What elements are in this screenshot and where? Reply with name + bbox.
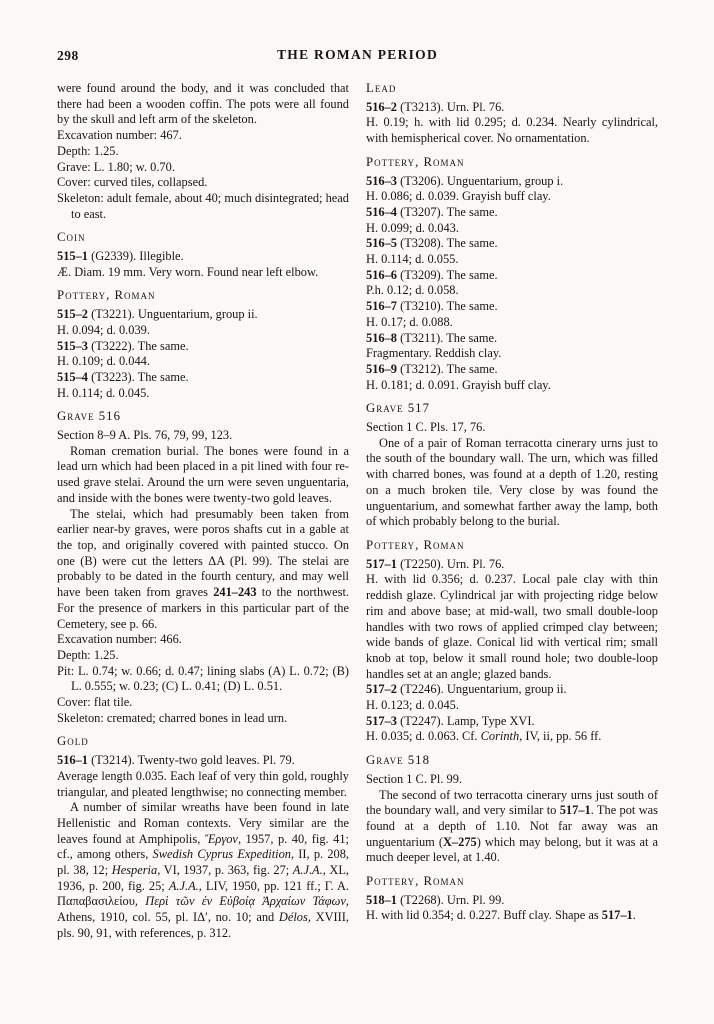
left-column <box>57 81 349 942</box>
text-block <box>57 81 349 128</box>
citation-title: Corinth <box>480 729 520 744</box>
text-run: (T2247). Lamp, Type XVI. <box>396 713 535 728</box>
catalog-number: 516–2 <box>366 99 397 114</box>
text-run: , Athens, 1910, col. 55, pl. ΙΔ′, no. 10; and <box>57 894 349 925</box>
text-block <box>57 354 349 370</box>
section-heading <box>366 81 658 97</box>
text-run: Section 8–9 A. Pls. 76, 79, 99, 123. <box>57 428 233 443</box>
section-heading <box>366 401 658 417</box>
text-block <box>366 299 658 315</box>
text-run: Grave 516 <box>57 409 121 424</box>
text-run: Pottery, Roman <box>366 537 465 552</box>
text-run: Æ. Diam. 19 mm. Very worn. Found near left elbow. <box>57 264 319 279</box>
text-run: Skeleton: cremated; charred bones in lead urn. <box>57 710 288 725</box>
text-run: One of a pair of Roman terracotta cinerary urns just to the south of the boundary wall. The urn, which was filled with charred bones, was found at a depth of 1.20, resting on a much broken tile. Very close by was found the unguentarium, and somewhat farther away the lamp, both of which probably belong to the burial. <box>366 435 658 529</box>
text-run: Roman cremation burial. The bones were found in a lead urn which had been placed in a pit lined with four re-used grave stelai. Around the urn were seven unguentaria, and inside with the bones were twenty-two gold leaves. <box>57 443 349 505</box>
text-block <box>57 175 349 191</box>
text-block <box>366 252 658 268</box>
text-run: , XL, 1936, p. 200, fig. 25; <box>57 863 349 893</box>
text-run: Pottery, Roman <box>366 154 465 169</box>
text-block <box>57 323 349 339</box>
text-run: The second of two terracotta cinerary urns just south of the boundary wall, and very similar to <box>366 787 658 818</box>
text-block <box>57 307 349 323</box>
text-run: H. 0.109; d. 0.044. <box>57 354 150 369</box>
text-run: Pottery, Roman <box>366 874 465 889</box>
text-block <box>366 174 658 190</box>
text-block <box>57 128 349 144</box>
text-run: . <box>632 908 636 923</box>
catalog-number: 516–5 <box>366 236 397 251</box>
text-block <box>57 265 349 281</box>
text-block <box>57 648 349 664</box>
text-block <box>366 100 658 116</box>
text-run: Grave 517 <box>366 401 430 416</box>
text-block <box>57 339 349 355</box>
text-run: Grave: L. 1.80; w. 0.70. <box>57 159 175 174</box>
text-run: Excavation number: 466. <box>57 632 182 647</box>
catalog-number: 517–1 <box>559 803 591 818</box>
text-block <box>366 682 658 698</box>
text-block <box>366 268 658 284</box>
catalog-number: 515–1 <box>57 249 88 264</box>
text-block <box>366 729 658 745</box>
text-run: (T2246). Unguentarium, group ii. <box>396 682 567 697</box>
text-run: (T3222). The same. <box>87 338 189 353</box>
text-block <box>366 189 658 205</box>
text-run: (T3208). The same. <box>396 236 498 251</box>
text-run: Section 1 C. Pl. 99. <box>366 771 463 786</box>
text-run: (T3221). Unguentarium, group ii. <box>87 307 258 322</box>
text-block <box>366 714 658 730</box>
text-block <box>366 315 658 331</box>
text-block <box>57 711 349 727</box>
text-block <box>57 160 349 176</box>
section-heading <box>366 753 658 769</box>
text-run: H. 0.086; d. 0.039. Grayish buff clay. <box>366 189 551 204</box>
section-heading <box>366 538 658 554</box>
text-run: (T2250). Urn. Pl. 76. <box>396 556 505 571</box>
text-block <box>366 221 658 237</box>
text-block <box>366 331 658 347</box>
text-run: (T3211). The same. <box>396 330 498 345</box>
text-run: Excavation number: 467. <box>57 128 182 143</box>
text-run: (G2339). Illegible. <box>87 249 184 264</box>
text-block <box>57 664 349 695</box>
text-run: P.h. 0.12; d. 0.058. <box>366 283 459 298</box>
citation-title: Swedish Cyprus Expedition <box>152 847 291 862</box>
text-run: H. 0.19; h. with lid 0.295; d. 0.234. Nearly cylindrical, with hemispherical cover. No ornamentation. <box>366 115 658 146</box>
text-block <box>366 772 658 788</box>
text-run: H. with lid 0.354; d. 0.227. Buff clay. Shape as <box>366 908 602 923</box>
text-run: Grave 518 <box>366 753 430 768</box>
text-block <box>366 283 658 299</box>
text-run: Pit: L. 0.74; w. 0.66; d. 0.47; lining slabs (A) L. 0.72; (B) L. 0.555; w. 0.23; (C) L. 0.41; (D) L. 0.51. <box>57 663 349 694</box>
text-run: The stelai, which had presumably been taken from earlier near-by graves, were poros shafts cut in a gable at the top, and originally covered with painted stucco. On one (B) were cut the letters ΔΑ (Pl. 99). The stelai are probably to be dated in the fourth century, and may well have been taken from graves <box>57 506 349 600</box>
text-block <box>366 788 658 867</box>
catalog-number: X–275 <box>442 834 477 849</box>
catalog-number: 516–3 <box>366 173 397 188</box>
text-block <box>57 632 349 648</box>
text-run: were found around the body, and it was concluded that there had been a wooden coffin. The pots were all found by the skull and left arm of the skeleton. <box>57 81 349 127</box>
text-run: to the northwest. For the presence of markers in this particular part of the Cemetery, see p. 66. <box>57 585 349 631</box>
text-run: (T3213). Urn. Pl. 76. <box>396 99 505 114</box>
running-title: THE ROMAN PERIOD <box>276 47 439 62</box>
text-block <box>366 236 658 252</box>
text-block <box>57 428 349 444</box>
text-block <box>57 144 349 160</box>
text-block <box>57 370 349 386</box>
section-heading <box>366 874 658 890</box>
catalog-number: 517–1 <box>601 908 633 923</box>
text-run: (T3206). Unguentarium, group i. <box>396 173 564 188</box>
text-run: , 1957, p. 40, fig. 41; cf., among others, <box>57 831 349 862</box>
text-block <box>366 893 658 909</box>
text-run: H. 0.035; d. 0.063. Cf. <box>366 729 481 744</box>
citation-title: Ἔργον <box>204 831 238 846</box>
text-run: (T3223). The same. <box>87 369 189 384</box>
text-run: H. with lid 0.356; d. 0.237. Local pale clay with thin reddish glaze. Cylindrical jar with projecting ridge below rim and above base; at mid-wall, two small double-loop handles with two rows of applied crimped clay between; wide bands of glaze. Conical lid with vertical rim; small knob at top, below it small round hole; two double-loop handles set at an angle; glazed bands. <box>366 572 658 681</box>
text-block <box>366 378 658 394</box>
section-heading <box>57 288 349 304</box>
catalog-number: 515–2 <box>57 307 88 322</box>
section-heading <box>57 230 349 246</box>
text-run: (T3207). The same. <box>396 204 498 219</box>
text-run: H. 0.094; d. 0.039. <box>57 322 150 337</box>
text-block <box>366 572 658 682</box>
text-run: H. 0.114; d. 0.055. <box>366 252 459 267</box>
text-run: Skeleton: adult female, about 40; much disintegrated; head to east. <box>57 190 349 221</box>
text-block <box>57 444 349 507</box>
text-run: H. 0.114; d. 0.045. <box>57 385 150 400</box>
text-run: Depth: 1.25. <box>57 647 119 662</box>
citation-title: A.J.A. <box>292 863 323 878</box>
text-block <box>366 557 658 573</box>
text-block <box>57 191 349 222</box>
text-run: H. 0.099; d. 0.043. <box>366 220 459 235</box>
text-run: A number of similar wreaths have been found in late Hellenistic and Roman contexts. Very similar are the leaves found at Amphipolis, <box>57 800 349 846</box>
text-run: Cover: curved tiles, collapsed. <box>57 175 208 190</box>
catalog-number: 515–3 <box>57 338 88 353</box>
citation-title: Hesperia <box>111 863 158 878</box>
right-column <box>366 81 658 924</box>
catalog-number: 516–8 <box>366 330 397 345</box>
catalog-number: 515–4 <box>57 369 88 384</box>
text-block <box>366 698 658 714</box>
text-run: Pottery, Roman <box>57 288 156 303</box>
text-run: , VI, 1937, p. 363, fig. 27; <box>157 863 293 878</box>
catalog-number: 517–3 <box>366 713 397 728</box>
text-block <box>57 769 349 800</box>
text-run: (T3210). The same. <box>396 299 498 314</box>
text-run: (T3214). Twenty-two gold leaves. Pl. 79. <box>87 753 295 768</box>
catalog-number: 241–243 <box>213 585 257 600</box>
text-run: Coin <box>57 230 86 245</box>
catalog-number: 516–4 <box>366 204 397 219</box>
text-run: Cover: flat tile. <box>57 695 133 710</box>
text-block <box>57 800 349 941</box>
text-run: H. 0.17; d. 0.088. <box>366 314 453 329</box>
text-block <box>366 346 658 362</box>
section-heading <box>366 155 658 171</box>
citation-title: Περὶ τῶν ἐν Εὐβοίᾳ Ἀρχαίων Τάφων <box>145 894 346 909</box>
page-number: 298 <box>57 48 79 63</box>
text-block <box>366 115 658 146</box>
catalog-number: 516–7 <box>366 299 397 314</box>
text-run: Section 1 C. Pls. 17, 76. <box>366 420 486 435</box>
text-run: , IV, ii, pp. 56 ff. <box>519 729 602 744</box>
text-run: (T3209). The same. <box>396 267 498 282</box>
text-block <box>57 695 349 711</box>
text-run: Lead <box>366 81 397 95</box>
catalog-number: 518–1 <box>366 892 397 907</box>
text-run: Average length 0.035. Each leaf of very thin gold, roughly triangular, and pleated lengthwise; no connecting member. <box>57 768 349 799</box>
text-block <box>366 205 658 221</box>
text-run: ) which may belong, but it was at a much deeper level, at 1.40. <box>366 834 658 865</box>
text-block <box>366 908 658 924</box>
section-heading <box>57 734 349 750</box>
text-run: . The pot was found at a depth of 1.10. Not far away was an unguentarium ( <box>366 803 658 849</box>
section-heading <box>57 409 349 425</box>
citation-title: Délos <box>278 910 308 925</box>
text-block <box>57 249 349 265</box>
text-block <box>366 362 658 378</box>
citation-title: A.J.A. <box>168 878 199 893</box>
catalog-number: 517–1 <box>366 556 397 571</box>
text-run: Gold <box>57 734 89 749</box>
text-run: H. 0.123; d. 0.045. <box>366 698 459 713</box>
text-run: , II, p. 208, pl. 38, 12; <box>57 847 350 878</box>
text-run: (T3212). The same. <box>396 361 498 376</box>
text-block <box>57 507 349 633</box>
text-block <box>57 753 349 769</box>
text-run: , LIV, 1950, pp. 121 ff.; Γ. Α. Παπαβασιλείου, <box>57 878 349 909</box>
text-block <box>366 436 658 530</box>
catalog-number: 516–9 <box>366 361 397 376</box>
page-header <box>57 47 658 65</box>
text-block <box>366 420 658 436</box>
catalog-number: 517–2 <box>366 682 397 697</box>
text-run: Fragmentary. Reddish clay. <box>366 346 502 361</box>
text-run: H. 0.181; d. 0.091. Grayish buff clay. <box>366 377 551 392</box>
text-block <box>57 386 349 402</box>
text-run: , XVIII, pls. 90, 91, with references, p. 312. <box>57 910 349 940</box>
catalog-number: 516–1 <box>57 753 88 768</box>
catalog-number: 516–6 <box>366 267 397 282</box>
text-run: Depth: 1.25. <box>57 143 119 158</box>
text-run: (T2268). Urn. Pl. 99. <box>396 892 505 907</box>
